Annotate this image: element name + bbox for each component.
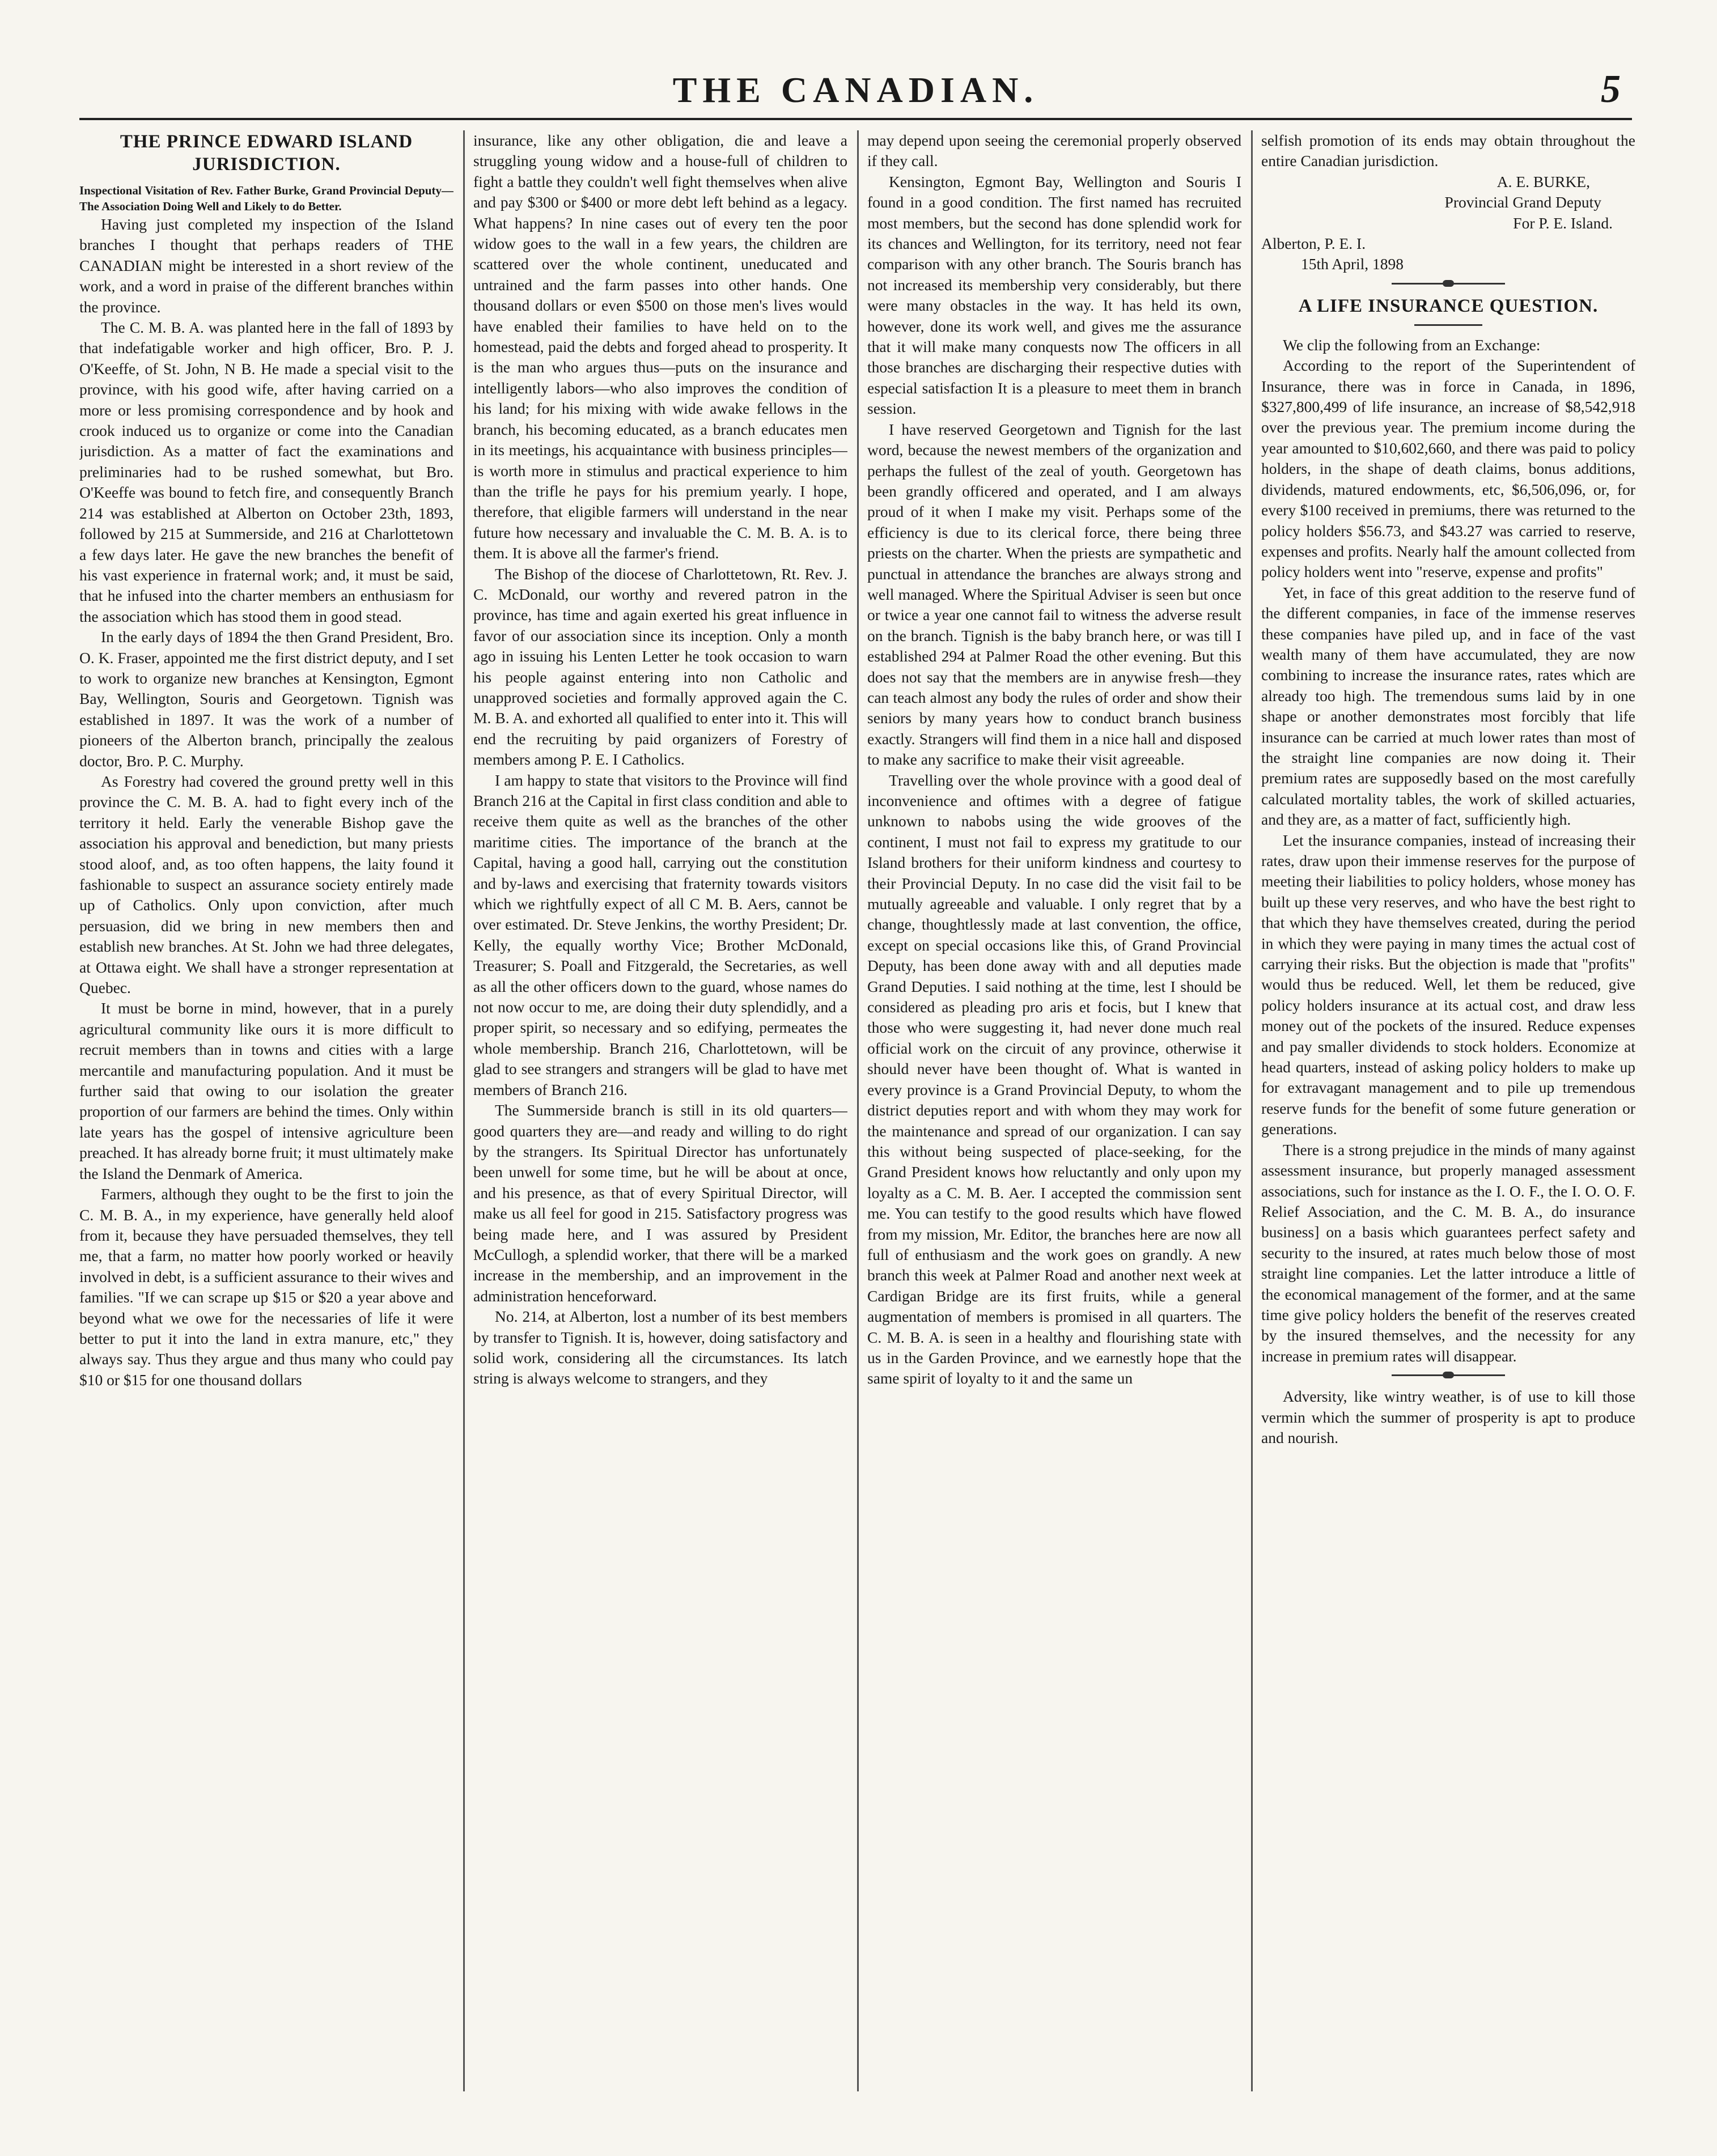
column-2 <box>473 130 847 2103</box>
paragraph: Travelling over the whole province with a good deal of inconvenience and oftimes with a degree of fatigue unknown to nabobs using the wide grooves of the continent, I must not fail to express my gratitude to our Island brothers for their uniform kindness and courtesy to their Provincial Deputy. In no case did the visit fail to be mutually agreeable and valuable. I only regret that by a change, thoughtlessly made at last convention, the office, except on special occasions like this, of Grand Provincial Deputy, has been done away with and all deputies made Grand Deputies. I said nothing at the time, lest I should be considered as pleading pro aris et focis, but I knew that those who were suggesting it, had never done much real official work on the circuit of any province, otherwise it should never have been thought of. What is wanted in every province is a Grand Provincial Deputy, to whom the district deputies report and with whom they may work for the maintenance and spread of our organization. I can say this without being suspected of place-seeking, for the Grand President knows how reluctantly and only upon my loyalty as a C. M. B. Aer. I accepted the commission sent me. You can testify to the good results which have flowed from my mission, Mr. Editor, the branches here are now all full of enthusiasm and the work goes on grandly. A new branch this week at Palmer Road and another next week at Cardigan Bridge are its first fruits, while a general augmentation of members is promised in all quarters. The C. M. B. A. is seen in a healthy and flourishing state with us in the Garden Province, and we earnestly hope that the same spirit of loyalty to it and the same un <box>867 771 1241 1387</box>
paragraph: The C. M. B. A. was planted here in the fall of 1893 by that indefatigable worker and high officer, Bro. P. J. O'Keeffe, of St. John, N B. He made a special visit to the province, with his good wife, after having carried on a more or less promising correspondence and by hook and crook induced us to organize or come into the Canadian jurisdiction. As a matter of fact the examinations and preliminaries had to be rushed somewhat, but Bro. O'Keeffe was bound to fetch fire, and consequently Branch 214 was established at Alberton on October 23th, 1893, followed by 215 at Summerside, and 216 at Charlottetown a few days later. He gave the new branches the benefit of his vast experience in fraternal work; and, it must be said, that he infused into the charter members an enthusiasm for the association which has stood them in good stead. <box>79 319 453 625</box>
column-rule <box>463 130 465 2091</box>
newspaper-title: THE CANADIAN. <box>672 70 1039 110</box>
paragraph: We clip the following from an Exchange: <box>1283 336 1541 354</box>
signature-title: Provincial Grand Deputy <box>1444 193 1601 211</box>
article-headline: THE PRINCE EDWARD ISLAND JURISDICTION. <box>120 131 413 175</box>
signature-name: A. E. BURKE, <box>1496 172 1590 190</box>
paragraph: may depend upon seeing the ceremonial properly observed if they call. <box>867 131 1241 170</box>
masthead <box>79 67 1632 120</box>
paragraph: The Summerside branch is still in its old quarters—good quarters they are—and ready and willing to do right by the strangers. Its Spiritual Director has unfortunately been unwell for some time, but he will be about at once, and his presence, as that of every Spiritual Director, will make us all feel for good in 215. Satisfactory progress was being made here, and I was assured by President McCullogh, a splendid worker, that there will be a marked increase in the membership, and an improvement in the administration henceforward. <box>473 1101 847 1305</box>
paragraph: The Bishop of the diocese of Charlottetown, Rt. Rev. J. C. McDonald, our worthy and revered patron in the province, has time and again exerted his great influence in favor of our association since its inception. Only a month ago in issuing his Lenten Letter he took occasion to warn his people against entering into non Catholic and unapproved societies and formally approved again the C. M. B. A. and exhorted all qualified to enter into it. This will end the recruiting by paid organizers of Forestry of members among P. E. I Catholics. <box>473 565 847 769</box>
paragraph: As Forestry had covered the ground pretty well in this province the C. M. B. A. had to fight every inch of the territory it held. Early the venerable Bishop gave the association his approval and benediction, but many priests stood aloof, and, as too often happens, the laity found it fashionable to suspect an assurance society entirely made up of Catholics. Only upon conviction, after much persuasion, did we bring in new members then and establish new branches. At St. John we had three delegates, at Ottawa eight. We shall have a stronger representation at Quebec. <box>79 772 453 997</box>
paragraph: I have reserved Georgetown and Tignish for the last word, because the newest members of the organization and perhaps the fullest of the zeal of youth. Georgetown has been grandly officered and operated, and I am always proud of it when I make my visit. Perhaps some of the efficiency is due to its clerical force, there being three priests on the charter. When the priests are sympathetic and punctual in attendance the branches are always strong and well managed. Where the Spiritual Adviser is seen but once or twice a year one cannot fail to witness the adverse result on the branch. Tignish is the baby branch here, or was till I established 294 at Palmer Road the other evening. But this does not say that the members are in anywise fresh—they can teach almost any body the rules of order and show their seniors by many years how to conduct branch business exactly. Strangers will find them in a nice hall and disposed to make any sacrifice to make their visit agreeable. <box>867 420 1241 769</box>
closing-paragraph: Adversity, like wintry weather, is of use to kill those vermin which the summer of prosperity is apt to produce and nourish. <box>1261 1387 1635 1446</box>
columns <box>79 130 1633 2114</box>
paragraph: insurance, like any other obligation, die and leave a struggling young widow and a house-full of children to fight a battle they couldn't well fight themselves when alive and pay $300 or $400 or more debt left behind as a legacy. What happens? In nine cases out of every ten the poor widow goes to the wall in a few years, the children are scattered over the whole continent, uneducated and untrained and the farm passes into other hands. One thousand dollars or even $500 on those men's lives would have enabled their families to have held on to the homestead, paid the debts and forged ahead to prosperity. It is the man who argues thus—puts on the insurance and intelligently labors—who also improves the condition of his land; for his mixing with wide awake fellows in the branch, his becoming educated, as a branch educates men in its meetings, his acquaintance with business principles—is worth more in stimulus and practical experience to him than the trifle he pays for his premium yearly. I hope, therefore, that eligible farmers will understand in the near future how necessary and invaluable the C. M. B. A. is to them. It is above all the farmer's friend. <box>473 131 847 562</box>
section-separator <box>1392 1374 1505 1376</box>
article-headline: A LIFE INSURANCE QUESTION. <box>1298 295 1599 316</box>
paragraph: selfish promotion of its ends may obtain throughout the entire Canadian jurisdiction. <box>1261 131 1635 170</box>
column-3 <box>867 130 1241 2103</box>
paragraph: There is a strong prejudice in the minds of many against assessment insurance, but properly managed assessment associations, such for instance as the I. O. F., the I. O. O. F. Relief Association, and the C. M. B. A., do insurance business] on a basis which guarantees perfect safety and security to the insured, at rates much below those of most straight line companies. Let the latter introduce a little of the economical management of the former, and at the same time give policy holders the benefit of the reserves created by the insured themselves, and the necessity for any increase in premium rates will disappear. <box>1261 1140 1635 1365</box>
section-separator <box>1392 283 1505 285</box>
column-4 <box>1261 130 1635 2103</box>
signature-for: For P. E. Island. <box>1513 214 1613 232</box>
paragraph: It must be borne in mind, however, that in a purely agricultural community like ours it is more difficult to recruit members than in towns and cities with a large mercantile and manufacturing population. And it must be further said that owing to our isolation the greater proportion of our farmers are behind the times. Only within late years has the gospel of intensive agriculture been preached. It has already borne fruit; it must ultimately make the Island the Denmark of America. <box>79 999 453 1182</box>
column-rule <box>857 130 859 2091</box>
paragraph: I am happy to state that visitors to the Province will find Branch 216 at the Capital in first class condition and able to receive them quite as well as the branches of the other maritime cities. The importance of the branch at the Capital, having a good hall, carrying out the constitution and by-laws and exercising that fraternity towards visitors which we rightfully expect of all C M. B. Aers, cannot be over estimated. Dr. Steve Jenkins, the worthy President; Dr. Kelly, the equally worthy Vice; Brother McDonald, Treasurer; S. Poall and Fitzgerald, the Secretaries, as well as all the other officers down to the guard, whose names do not now occur to me, are doing their duty splendidly, and a proper spirit, so necessary and so edifying, permeates the whole membership. Branch 216, Charlottetown, will be glad to see strangers and strangers will be glad to have met members of Branch 216. <box>473 771 847 1098</box>
column-rule <box>1251 130 1253 2091</box>
signature-date: 15th April, 1898 <box>1301 255 1404 273</box>
article-subhead: Inspectional Visitation of Rev. Father Burke, Grand Provincial Deputy—The Association Doing Well and Likely to do Better. <box>79 184 453 213</box>
paragraph: In the early days of 1894 the then Grand President, Bro. O. K. Fraser, appointed me the first district deputy, and I set to work to organize new branches at Kensington, Egmont Bay, Wellington, Souris and Georgetown. Tignish was established in 1897. It was the work of a number of pioneers of the Alberton branch, principally the zealous doctor, Bro. P. C. Murphy. <box>79 628 453 770</box>
paragraph: Having just completed my inspection of the Island branches I thought that perhaps readers of THE CANADIAN might be interested in a short review of the work, and a word in praise of the different branches within the province. <box>79 215 453 316</box>
paragraph: Let the insurance companies, instead of increasing their rates, draw upon their immense reserves for the purpose of meeting their liabilities to policy holders, whose money has built up these very reserves, and who have the best right to that which they have themselves created, during the period in which they were paying in many times the actual cost of carrying their risks. But the objection is made that "profits" would thus be reduced. Well, let them be reduced, give policy holders insurance at its actual cost, and draw less money out of the pockets of the insured. Reduce expenses and pay smaller dividends to stock holders. Economize at head quarters, instead of asking policy holders to make up for extravagant management and to pile up tremendous reserve funds for the benefit of some future generation or generations. <box>1261 831 1635 1138</box>
column-1 <box>79 130 453 2103</box>
short-rule <box>1414 324 1482 326</box>
page-number: 5 <box>1601 67 1621 111</box>
signature-place: Alberton, P. E. I. <box>1261 235 1366 253</box>
paragraph: According to the report of the Superintendent of Insurance, there was in force in Canada, in 1896, $327,800,499 of life insurance, an increase of $8,542,918 over the previous year. The premium income during the year amounted to $10,602,660, and there was paid to policy holders, in the shape of death claims, bonus additions, dividends, matured endowments, etc, $6,506,096, or, for every $100 received in premiums, there was returned to the policy holders $56.73, and $43.27 was carried to reserve, expenses and profits. Nearly half the amount collected from policy holders went into "reserve, expense and profits" <box>1261 356 1635 581</box>
paragraph: No. 214, at Alberton, lost a number of its best members by transfer to Tignish. It is, however, doing satisfactory and solid work, considering all the circumstances. Its latch string is always welcome to strangers, and they <box>473 1308 847 1387</box>
paragraph: Kensington, Egmont Bay, Wellington and Souris I found in a good condition. The first named has recruited most members, but the second has done splendid work for its chances and Wellington, for its territory, need not fear comparison with any other branch. The Souris branch has not increased its membership very considerably, but there were many obstacles in the way. It has held its own, however, done its work well, and gives me the assurance that it will make many conquests now The officers in all those branches are discharging their respective duties with especial satisfaction It is a pleasure to meet them in branch session. <box>867 172 1241 418</box>
paragraph: Yet, in face of this great addition to the reserve fund of the different companies, in face of the immense reserves these companies have piled up, and in face of the vast wealth many of them have accumulated, they are now combining to increase the insurance rates, rates which are already too high. The tremendous sums laid by in one shape or another demonstrates most forcibly that life insurance can be carried at much lower rates than most of the straight line companies are now doing it. Their premium rates are supposedly based on the most carefully calculated mortality tables, the work of skilled actuaries, and they are, as a matter of fact, sufficiently high. <box>1261 583 1635 829</box>
paragraph: Farmers, although they ought to be the first to join the C. M. B. A., in my experience, have generally held aloof from it, because they have persuaded themselves, they tell me, that a farm, no matter how poorly worked or heavily involved in debt, is a sufficient assurance to their wives and families. "If we can scrape up $15 or $20 a year above and beyond what we owe for the necessaries of life it were better to put it into the land in extra manure, etc," they always say. Thus they argue and thus many who could pay $10 or $15 for one thousand dollars <box>79 1185 453 1389</box>
